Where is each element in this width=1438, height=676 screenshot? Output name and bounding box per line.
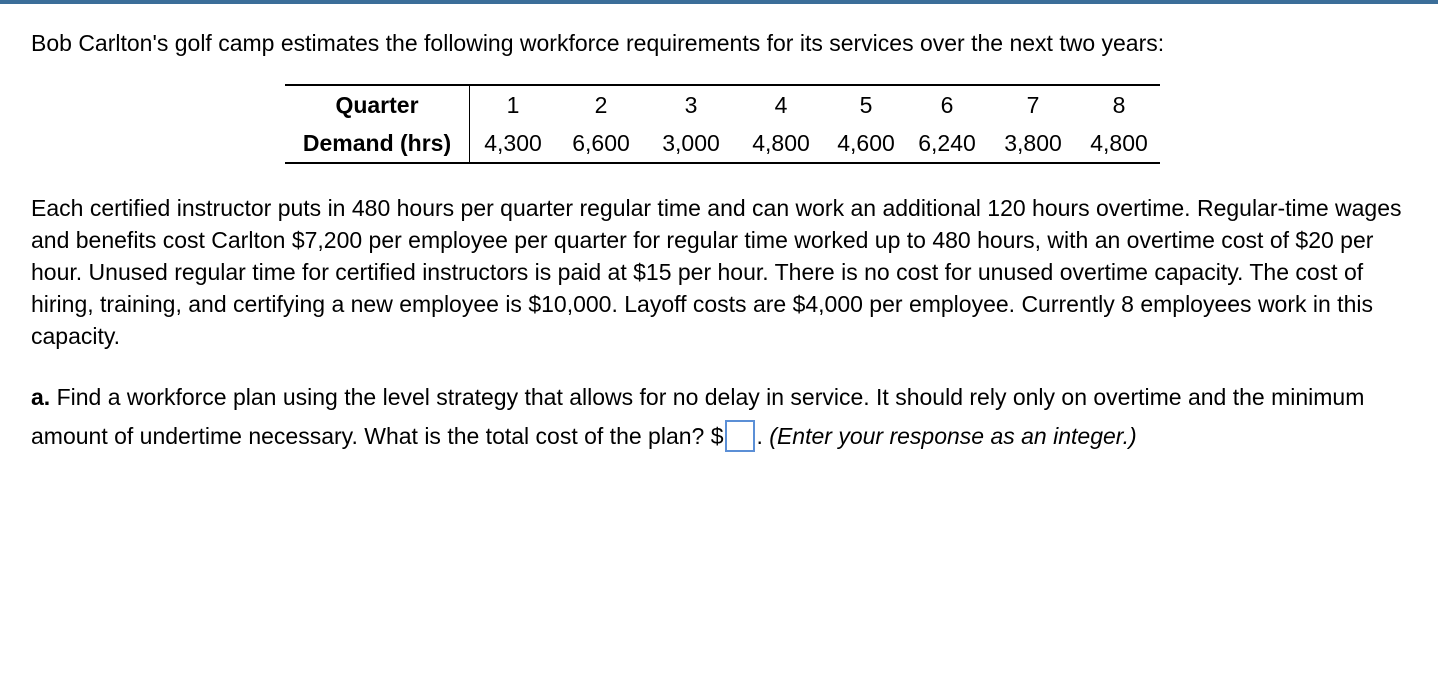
response-hint: (Enter your response as an integer.) xyxy=(769,423,1137,449)
quarter-cell: 1 xyxy=(470,85,557,124)
demand-row xyxy=(285,124,1160,163)
demand-cell: 4,800 xyxy=(1078,124,1160,163)
demand-cell: 3,800 xyxy=(988,124,1078,163)
quarter-cell: 5 xyxy=(826,85,906,124)
question-text: Find a workforce plan using the level strategy that allows for no delay in service. It should rely only on overtime and the minimum amount of undertime necessary. What is the total cost of the plan? $ xyxy=(31,384,1365,449)
quarter-cell: 3 xyxy=(646,85,736,124)
demand-cell: 6,240 xyxy=(906,124,988,163)
demand-header: Demand (hrs) xyxy=(285,124,470,163)
demand-cell: 4,300 xyxy=(470,124,557,163)
demand-cell: 3,000 xyxy=(646,124,736,163)
quarter-cell: 6 xyxy=(906,85,988,124)
quarter-cell: 4 xyxy=(736,85,826,124)
demand-cell: 4,600 xyxy=(826,124,906,163)
demand-table xyxy=(285,84,1160,164)
question-a xyxy=(31,378,1426,456)
top-rule xyxy=(0,0,1438,4)
quarter-cell: 2 xyxy=(556,85,646,124)
intro-text: Bob Carlton's golf camp estimates the following workforce requirements for its services over the next two years: xyxy=(31,30,1165,56)
answer-suffix: . xyxy=(756,423,763,449)
quarter-header: Quarter xyxy=(285,85,470,124)
problem-paragraph: Each certified instructor puts in 480 hours per quarter regular time and can work an additional 120 hours overtime. Regular-time wages and benefits cost Carlton $7,200 per employee per quarter for regular time worked up to 480 hours, with an overtime cost of $20 per hour. Unused regular time for certified instructors is paid at $15 per hour. There is no cost for unused overtime capacity. The cost of hiring, training, and certifying a new employee is $10,000. Layoff costs are $4,000 per employee. Currently 8 employees work in this capacity. xyxy=(31,195,1402,349)
quarter-cell: 7 xyxy=(988,85,1078,124)
question-label: a. xyxy=(31,384,51,410)
answer-input[interactable] xyxy=(725,420,755,452)
demand-cell: 6,600 xyxy=(556,124,646,163)
demand-cell: 4,800 xyxy=(736,124,826,163)
quarter-cell: 8 xyxy=(1078,85,1160,124)
quarter-row xyxy=(285,85,1160,124)
